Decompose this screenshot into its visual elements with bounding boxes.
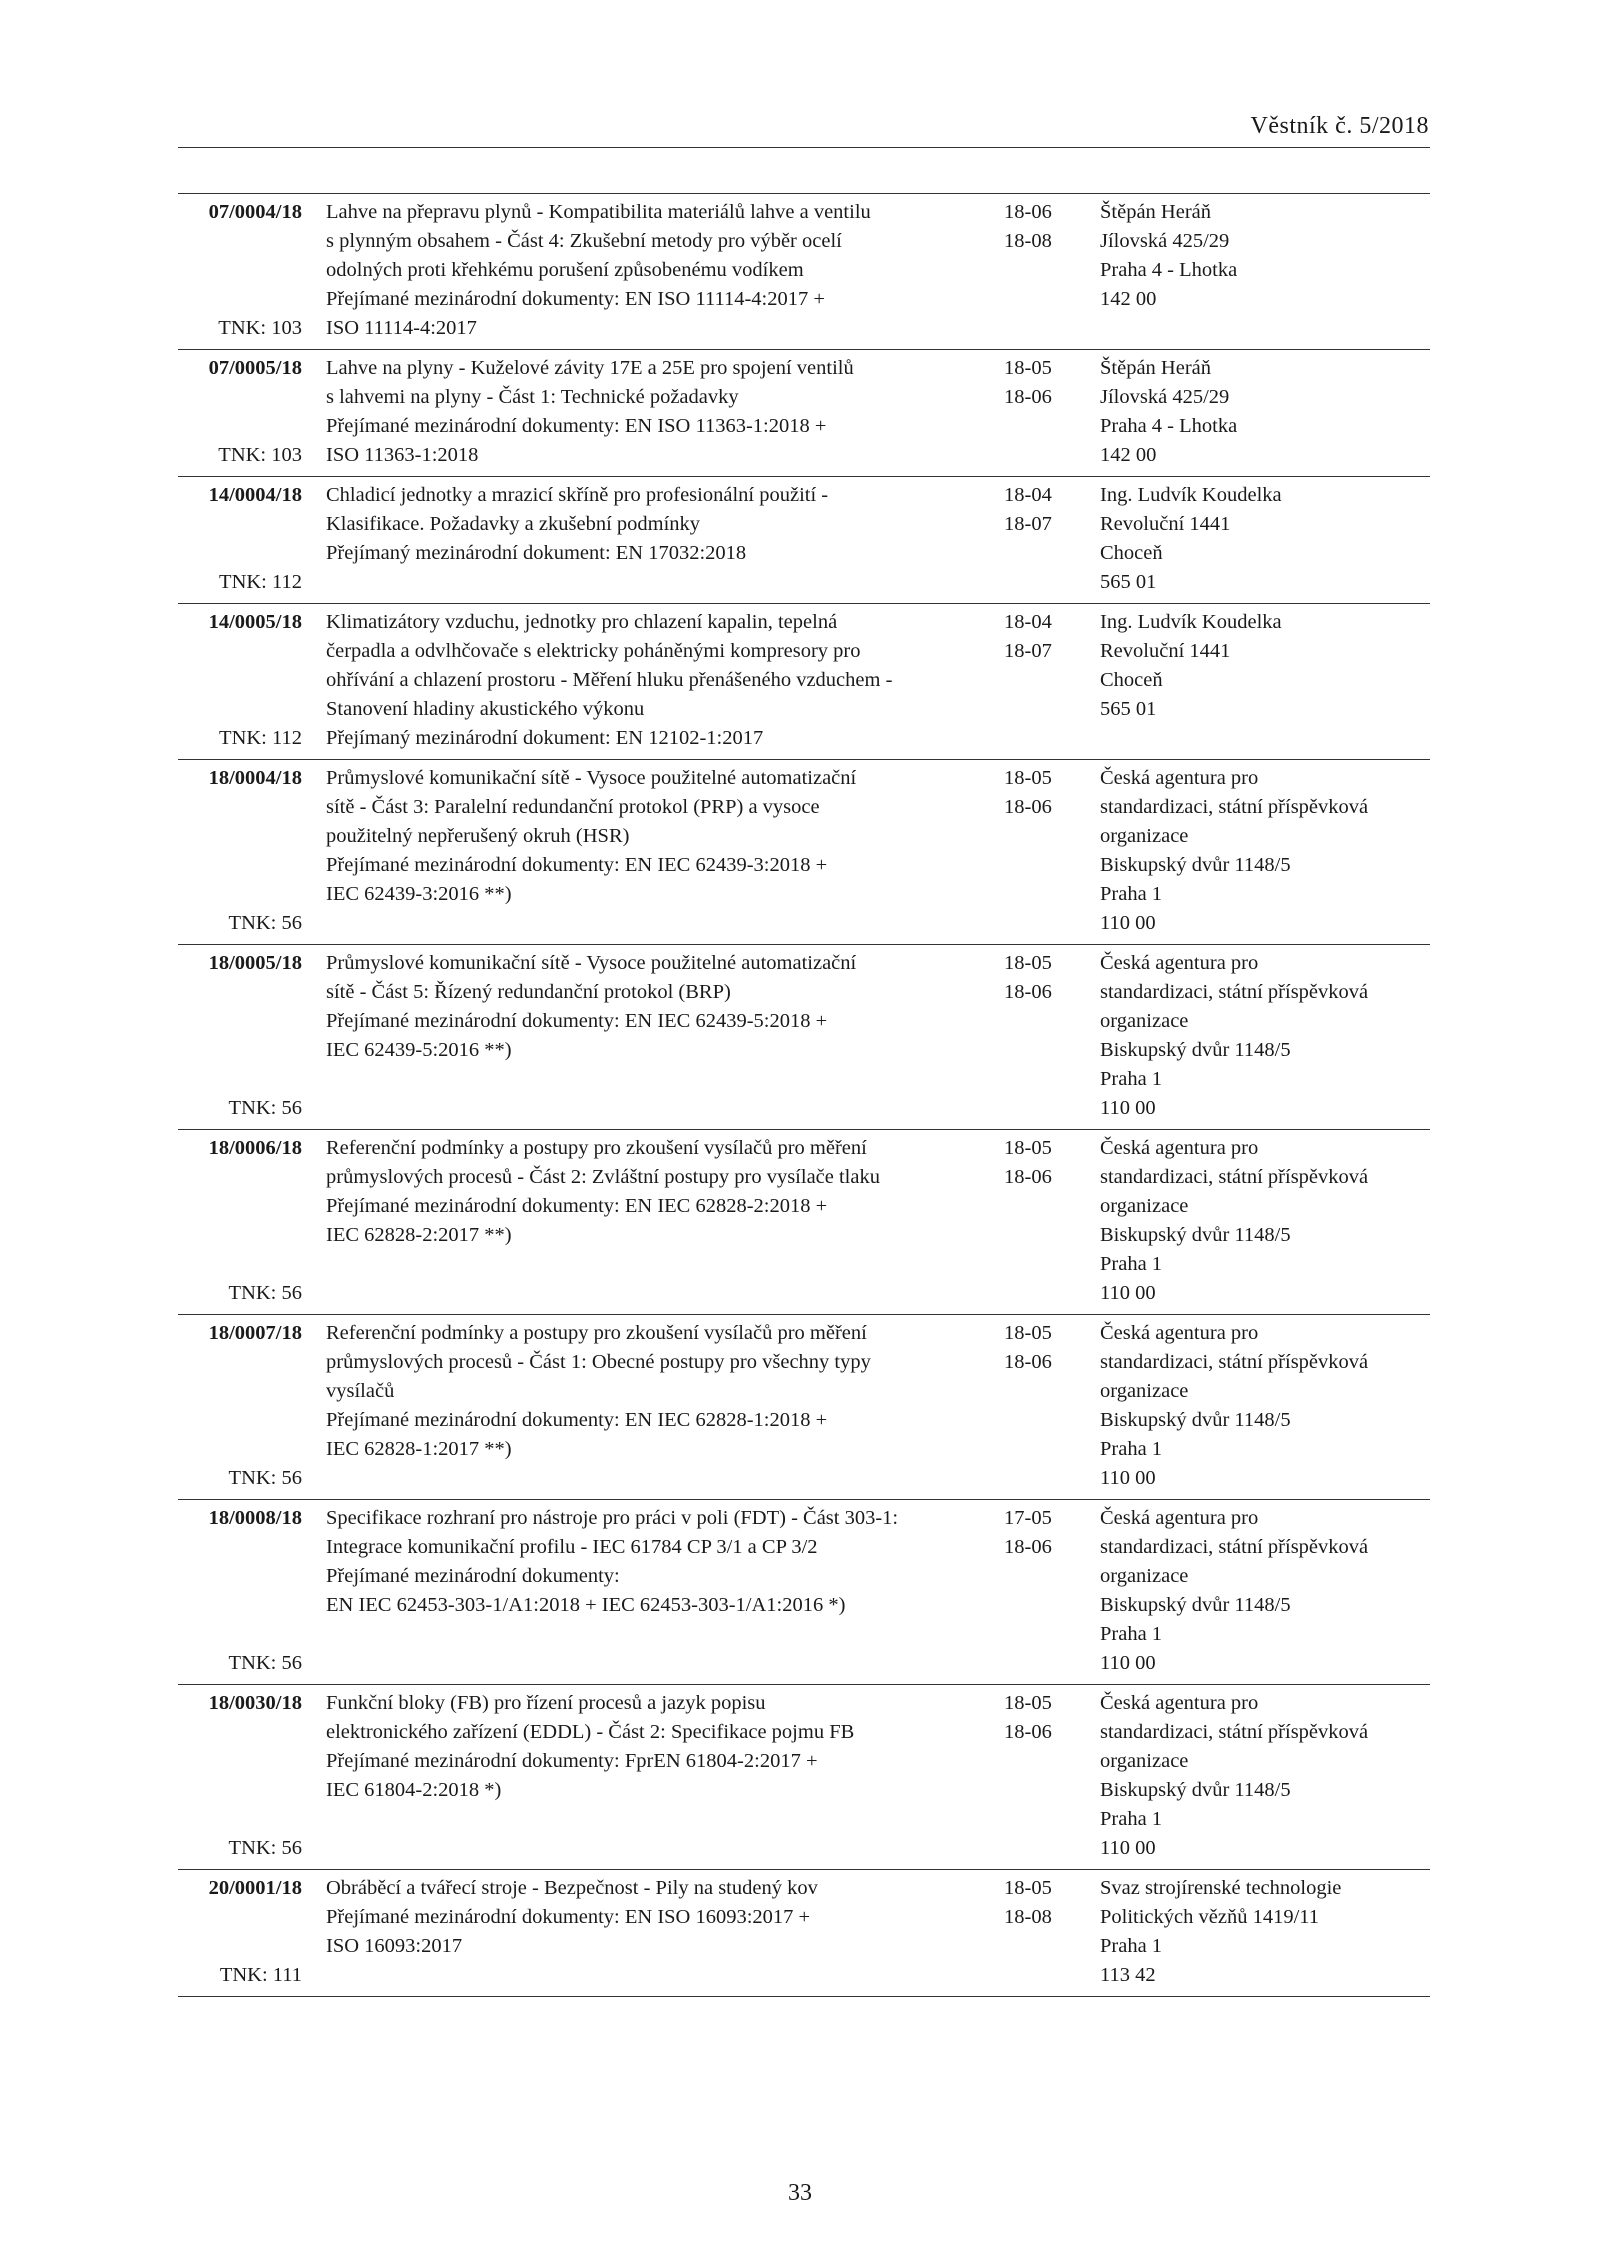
row-number: 14/0004/18 [208, 484, 302, 506]
date-code: 18-04 [1004, 611, 1052, 633]
adopted-documents-line: ISO 11114-4:2017 [326, 317, 477, 339]
adopted-documents-line: IEC 62828-2:2017 **) [326, 1224, 512, 1246]
row-processor-cell [1100, 1874, 1430, 1990]
row-dates-cell [1004, 949, 1100, 1123]
date-code: 18-06 [1004, 796, 1052, 818]
date-code: 18-05 [1004, 1877, 1052, 1899]
row-processor-cell [1100, 198, 1430, 343]
processor-address-line: standardizaci, státní příspěvková [1100, 1166, 1369, 1188]
row-id-cell [178, 354, 326, 470]
processor-address-line: Štěpán Heráň [1100, 357, 1211, 379]
processor-address-line: 142 00 [1100, 444, 1157, 466]
adopted-documents-line: Přejímaný mezinárodní dokument: EN 17032:2018 [326, 542, 747, 564]
date-code: 18-04 [1004, 484, 1052, 506]
processor-address-line: 113 42 [1100, 1964, 1156, 1986]
standard-title-line: průmyslových procesů - Část 1: Obecné postupy pro všechny typy [326, 1351, 871, 1373]
processor-address-line: Praha 1 [1100, 1253, 1163, 1275]
row-number: 18/0006/18 [208, 1137, 302, 1159]
tnk-label: TNK: 112 [219, 571, 302, 593]
date-code: 18-07 [1004, 640, 1052, 662]
row-number: 07/0005/18 [208, 357, 302, 379]
standard-title-line: elektronického zařízení (EDDL) - Část 2: Specifikace pojmu FB [326, 1721, 855, 1743]
tnk-label: TNK: 56 [228, 1467, 302, 1489]
processor-address-line: organizace [1100, 1565, 1189, 1587]
processor-address-line: Choceň [1100, 542, 1163, 564]
date-code: 18-06 [1004, 981, 1052, 1003]
processor-address-line: Praha 1 [1100, 1623, 1163, 1645]
date-code: 17-05 [1004, 1507, 1052, 1529]
table-row [178, 759, 1430, 944]
processor-address-line: Štěpán Heráň [1100, 201, 1211, 223]
processor-address-line: Jílovská 425/29 [1100, 230, 1230, 252]
processor-address-line: 142 00 [1100, 288, 1157, 310]
tnk-label: TNK: 111 [219, 1964, 302, 1986]
processor-address-line: Česká agentura pro [1100, 1322, 1259, 1344]
date-code: 18-06 [1004, 386, 1052, 408]
standard-title-line: sítě - Část 3: Paralelní redundanční protokol (PRP) a vysoce [326, 796, 820, 818]
row-title-cell [326, 1134, 1004, 1308]
row-number: 18/0005/18 [208, 952, 302, 974]
processor-address-line: 565 01 [1100, 698, 1157, 720]
standard-title-line: s plynným obsahem - Část 4: Zkušební metody pro výběr ocelí [326, 230, 842, 252]
standard-title-line: odolných proti křehkému porušení způsobenému vodíkem [326, 259, 804, 281]
adopted-documents-line: IEC 62439-3:2016 **) [326, 883, 512, 905]
row-processor-cell [1100, 354, 1430, 470]
standard-title-line: Referenční podmínky a postupy pro zkoušení vysílačů pro měření [326, 1137, 867, 1159]
row-dates-cell [1004, 1504, 1100, 1678]
processor-address-line: organizace [1100, 1010, 1189, 1032]
standard-title-line: Lahve na plyny - Kuželové závity 17E a 25E pro spojení ventilů [326, 357, 854, 379]
processor-address-line: Revoluční 1441 [1100, 513, 1231, 535]
row-title-cell [326, 764, 1004, 938]
row-title-cell [326, 1319, 1004, 1493]
row-dates-cell [1004, 1689, 1100, 1863]
processor-address-line: Politických vězňů 1419/11 [1100, 1906, 1320, 1928]
table-row [178, 603, 1430, 759]
table-row [178, 193, 1430, 349]
date-code: 18-07 [1004, 513, 1052, 535]
row-number: 07/0004/18 [208, 201, 302, 223]
processor-address-line: standardizaci, státní příspěvková [1100, 1351, 1369, 1373]
processor-address-line: Jílovská 425/29 [1100, 386, 1230, 408]
processor-address-line: 110 00 [1100, 912, 1156, 934]
row-number: 14/0005/18 [208, 611, 302, 633]
adopted-documents-line: Přejímané mezinárodní dokumenty: EN IEC 62439-3:2018 + [326, 854, 828, 876]
date-code: 18-05 [1004, 952, 1052, 974]
row-number: 20/0001/18 [208, 1877, 302, 1899]
processor-address-line: organizace [1100, 825, 1189, 847]
date-code: 18-06 [1004, 1166, 1052, 1188]
standard-title-line: čerpadla a odvlhčovače s elektricky poháněnými kompresory pro [326, 640, 861, 662]
table-row [178, 349, 1430, 476]
processor-address-line: Praha 1 [1100, 1068, 1163, 1090]
processor-address-line: Choceň [1100, 669, 1163, 691]
tnk-label: TNK: 56 [228, 1282, 302, 1304]
date-code: 18-06 [1004, 1351, 1052, 1373]
standard-title-line: Klasifikace. Požadavky a zkušební podmínky [326, 513, 701, 535]
processor-address-line: Praha 1 [1100, 1438, 1163, 1460]
processor-address-line: standardizaci, státní příspěvková [1100, 981, 1369, 1003]
processor-address-line: standardizaci, státní příspěvková [1100, 1536, 1369, 1558]
standard-title-line: Průmyslové komunikační sítě - Vysoce použitelné automatizační [326, 767, 857, 789]
row-processor-cell [1100, 764, 1430, 938]
standard-title-line: Specifikace rozhraní pro nástroje pro práci v poli (FDT) - Část 303-1: [326, 1507, 899, 1529]
adopted-documents-line: ISO 16093:2017 [326, 1935, 463, 1957]
row-number: 18/0008/18 [208, 1507, 302, 1529]
processor-address-line: Biskupský dvůr 1148/5 [1100, 854, 1291, 876]
standard-title-line: Referenční podmínky a postupy pro zkoušení vysílačů pro měření [326, 1322, 867, 1344]
row-number: 18/0004/18 [208, 767, 302, 789]
date-code: 18-06 [1004, 1721, 1052, 1743]
date-code: 18-05 [1004, 767, 1052, 789]
tnk-label: TNK: 103 [218, 444, 302, 466]
processor-address-line: Biskupský dvůr 1148/5 [1100, 1594, 1291, 1616]
row-id-cell [178, 764, 326, 938]
row-processor-cell [1100, 608, 1430, 753]
adopted-documents-line: Přejímané mezinárodní dokumenty: EN IEC 62439-5:2018 + [326, 1010, 828, 1032]
standard-title-line: vysílačů [326, 1380, 395, 1402]
header-divider [178, 147, 1430, 148]
row-processor-cell [1100, 949, 1430, 1123]
row-id-cell [178, 198, 326, 343]
row-processor-cell [1100, 1134, 1430, 1308]
row-dates-cell [1004, 1319, 1100, 1493]
date-code: 18-05 [1004, 357, 1052, 379]
processor-address-line: Revoluční 1441 [1100, 640, 1231, 662]
processor-address-line: Ing. Ludvík Koudelka [1100, 611, 1282, 633]
standard-title-line: Klimatizátory vzduchu, jednotky pro chlazení kapalin, tepelná [326, 611, 838, 633]
processor-address-line: Česká agentura pro [1100, 767, 1259, 789]
row-id-cell [178, 1504, 326, 1678]
table-row [178, 1499, 1430, 1684]
processor-address-line: organizace [1100, 1195, 1189, 1217]
adopted-documents-line: Přejímané mezinárodní dokumenty: FprEN 61804-2:2017 + [326, 1750, 818, 1772]
processor-address-line: Česká agentura pro [1100, 1507, 1259, 1529]
processor-address-line: Česká agentura pro [1100, 952, 1259, 974]
standard-title-line: Průmyslové komunikační sítě - Vysoce použitelné automatizační [326, 952, 857, 974]
row-number: 18/0007/18 [208, 1322, 302, 1344]
row-id-cell [178, 1874, 326, 1990]
processor-address-line: 565 01 [1100, 571, 1157, 593]
processor-address-line: 110 00 [1100, 1097, 1156, 1119]
tnk-label: TNK: 56 [228, 1097, 302, 1119]
processor-address-line: Praha 1 [1100, 883, 1163, 905]
row-id-cell [178, 1134, 326, 1308]
row-dates-cell [1004, 764, 1100, 938]
row-dates-cell [1004, 608, 1100, 753]
standard-title-line: použitelný nepřerušený okruh (HSR) [326, 825, 630, 847]
processor-address-line: Biskupský dvůr 1148/5 [1100, 1039, 1291, 1061]
adopted-documents-line: Přejímané mezinárodní dokumenty: EN IEC 62828-1:2018 + [326, 1409, 828, 1431]
processor-address-line: organizace [1100, 1380, 1189, 1402]
row-title-cell [326, 481, 1004, 597]
adopted-documents-line: IEC 62439-5:2016 **) [326, 1039, 512, 1061]
adopted-documents-line: Přejímané mezinárodní dokumenty: EN ISO 11363-1:2018 + [326, 415, 827, 437]
processor-address-line: Česká agentura pro [1100, 1137, 1259, 1159]
row-processor-cell [1100, 1319, 1430, 1493]
adopted-documents-line: ISO 11363-1:2018 [326, 444, 479, 466]
processor-address-line: Praha 4 - Lhotka [1100, 415, 1238, 437]
tnk-label: TNK: 56 [228, 912, 302, 934]
adopted-documents-line: Přejímaný mezinárodní dokument: EN 12102-1:2017 [326, 727, 764, 749]
date-code: 18-06 [1004, 201, 1052, 223]
processor-address-line: Praha 4 - Lhotka [1100, 259, 1238, 281]
processor-address-line: standardizaci, státní příspěvková [1100, 796, 1369, 818]
page-header-title: Věstník č. 5/2018 [1250, 113, 1429, 139]
table-row [178, 476, 1430, 603]
tnk-label: TNK: 56 [228, 1837, 302, 1859]
processor-address-line: 110 00 [1100, 1282, 1156, 1304]
processor-address-line: organizace [1100, 1750, 1189, 1772]
processor-address-line: Praha 1 [1100, 1808, 1163, 1830]
row-dates-cell [1004, 1134, 1100, 1308]
row-id-cell [178, 608, 326, 753]
processor-address-line: Svaz strojírenské technologie [1100, 1877, 1342, 1899]
date-code: 18-06 [1004, 1536, 1052, 1558]
adopted-documents-line: Přejímané mezinárodní dokumenty: [326, 1565, 620, 1587]
table-row [178, 1684, 1430, 1869]
row-title-cell [326, 354, 1004, 470]
adopted-documents-line: EN IEC 62453-303-1/A1:2018 + IEC 62453-303-1/A1:2016 *) [326, 1594, 846, 1616]
processor-address-line: Ing. Ludvík Koudelka [1100, 484, 1282, 506]
row-processor-cell [1100, 1689, 1430, 1863]
tnk-label: TNK: 103 [218, 317, 302, 339]
row-dates-cell [1004, 354, 1100, 470]
standard-title-line: Stanovení hladiny akustického výkonu [326, 698, 645, 720]
tnk-label: TNK: 56 [228, 1652, 302, 1674]
standard-title-line: Obráběcí a tvářecí stroje - Bezpečnost - Pily na studený kov [326, 1877, 818, 1899]
row-id-cell [178, 1319, 326, 1493]
adopted-documents-line: Přejímané mezinárodní dokumenty: EN ISO 16093:2017 + [326, 1906, 811, 1928]
date-code: 18-05 [1004, 1322, 1052, 1344]
standard-title-line: průmyslových procesů - Část 2: Zvláštní postupy pro vysílače tlaku [326, 1166, 880, 1188]
table-row [178, 1129, 1430, 1314]
standards-table [178, 193, 1430, 1997]
row-id-cell [178, 481, 326, 597]
standard-title-line: Chladicí jednotky a mrazicí skříně pro profesionální použití - [326, 484, 829, 506]
row-number: 18/0030/18 [208, 1692, 302, 1714]
processor-address-line: 110 00 [1100, 1837, 1156, 1859]
tnk-label: TNK: 112 [219, 727, 302, 749]
row-id-cell [178, 1689, 326, 1863]
row-dates-cell [1004, 1874, 1100, 1990]
row-id-cell [178, 949, 326, 1123]
standard-title-line: s lahvemi na plyny - Část 1: Technické požadavky [326, 386, 739, 408]
standard-title-line: sítě - Část 5: Řízený redundanční protokol (BRP) [326, 981, 731, 1003]
processor-address-line: Biskupský dvůr 1148/5 [1100, 1224, 1291, 1246]
row-title-cell [326, 949, 1004, 1123]
processor-address-line: Biskupský dvůr 1148/5 [1100, 1779, 1291, 1801]
processor-address-line: Biskupský dvůr 1148/5 [1100, 1409, 1291, 1431]
row-title-cell [326, 1689, 1004, 1863]
standard-title-line: ohřívání a chlazení prostoru - Měření hluku přenášeného vzduchem - [326, 669, 893, 691]
processor-address-line: 110 00 [1100, 1467, 1156, 1489]
row-processor-cell [1100, 1504, 1430, 1678]
table-row [178, 1869, 1430, 1996]
processor-address-line: Praha 1 [1100, 1935, 1163, 1957]
table-row [178, 1314, 1430, 1499]
standard-title-line: Lahve na přepravu plynů - Kompatibilita materiálů lahve a ventilu [326, 201, 871, 223]
adopted-documents-line: Přejímané mezinárodní dokumenty: EN IEC 62828-2:2018 + [326, 1195, 828, 1217]
processor-address-line: standardizaci, státní příspěvková [1100, 1721, 1369, 1743]
row-title-cell [326, 608, 1004, 753]
page-number: 33 [788, 2180, 812, 2206]
standard-title-line: Funkční bloky (FB) pro řízení procesů a jazyk popisu [326, 1692, 766, 1714]
row-title-cell [326, 1874, 1004, 1990]
row-title-cell [326, 1504, 1004, 1678]
row-title-cell [326, 198, 1004, 343]
date-code: 18-05 [1004, 1692, 1052, 1714]
adopted-documents-line: IEC 61804-2:2018 *) [326, 1779, 502, 1801]
row-dates-cell [1004, 481, 1100, 597]
standard-title-line: Integrace komunikační profilu - IEC 61784 CP 3/1 a CP 3/2 [326, 1536, 818, 1558]
processor-address-line: Česká agentura pro [1100, 1692, 1259, 1714]
row-processor-cell [1100, 481, 1430, 597]
adopted-documents-line: IEC 62828-1:2017 **) [326, 1438, 512, 1460]
date-code: 18-08 [1004, 1906, 1052, 1928]
date-code: 18-08 [1004, 230, 1052, 252]
date-code: 18-05 [1004, 1137, 1052, 1159]
adopted-documents-line: Přejímané mezinárodní dokumenty: EN ISO 11114-4:2017 + [326, 288, 825, 310]
row-dates-cell [1004, 198, 1100, 343]
processor-address-line: 110 00 [1100, 1652, 1156, 1674]
table-row [178, 944, 1430, 1129]
